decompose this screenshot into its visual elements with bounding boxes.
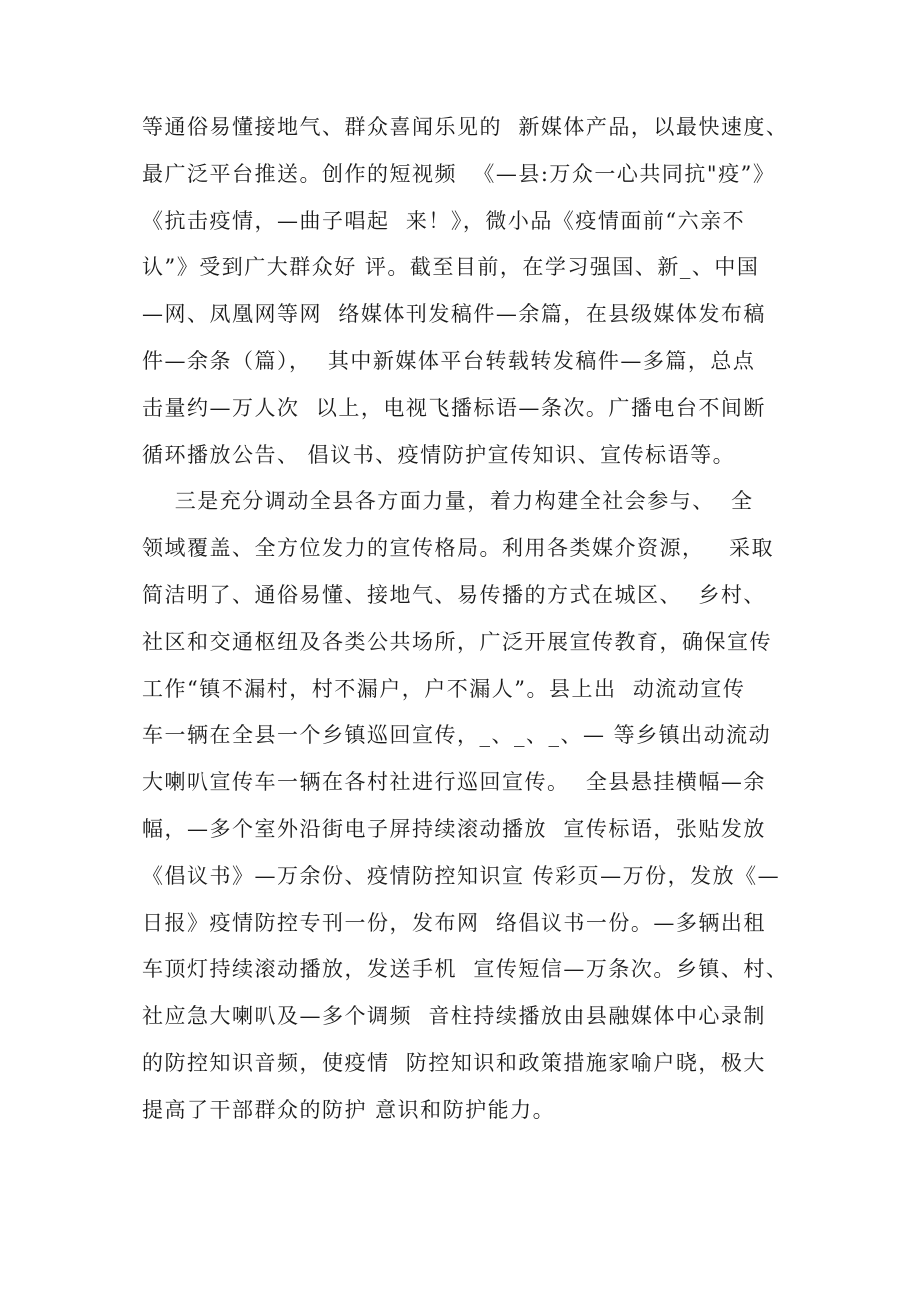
text-line: 的防控知识音频，使疫情 防控知识和政策措施家喻户晓，极大	[142, 1050, 766, 1075]
text-line: 击量约—万人次 以上，电视飞播标语—条次。广播电台不间断	[142, 395, 766, 420]
text-line: 社应急大喇叭及—多个调频 音柱持续播放由县融媒体中心录制	[142, 1004, 766, 1029]
text-line: 领域覆盖、全方位发力的宣传格局。利用各类媒介资源， 采取	[142, 536, 775, 561]
text-line: 件—余条（篇）， 其中新媒体平台转载转发稿件—多篇，总点	[142, 348, 756, 373]
text-line: 大喇叭宣传车一辆在各村社进行巡回宣传。 全县悬挂横幅—余	[142, 770, 766, 795]
text-line: 认”》受到广大群众好 评。截至目前，在学习强国、新_、中国	[142, 255, 760, 280]
text-line: 日报》疫情防控专刊一份，发布网 络倡议书一份。—多辆出租	[142, 910, 766, 935]
text-line: 《抗击疫情，—曲子唱起 来！》，微小品《疫情面前“六亲不	[142, 208, 746, 233]
body-text	[142, 104, 792, 1134]
text-line: 等通俗易懂接地气、群众喜闻乐见的 新媒体产品，以最快速度、	[142, 115, 789, 139]
paragraph-start-line: 三是充分调动全县各方面力量，着力构建全社会参与、 全	[142, 489, 754, 514]
text-line: 车顶灯持续滚动播放，发送手机 宣传短信—万条次。乡镇、村、	[142, 957, 789, 982]
text-line: 最广泛平台推送。创作的短视频 《—县:万众一心共同抗"疫”》	[142, 161, 776, 186]
text-line: 车一辆在全县一个乡镇巡回宣传，_、_、_、— 等乡镇出动流动	[142, 723, 772, 748]
text-line: 简洁明了、通俗易懂、接地气、易传播的方式在城区、 乡村、	[142, 582, 766, 607]
text-line: 社区和交通枢纽及各类公共场所，广泛开展宣传教育，确保宣传	[142, 629, 772, 654]
text-line: 循环播放公告、 倡议书、疫情防护宣传知识、宣传标语等。	[142, 442, 736, 467]
text-line: 工作“镇不漏村，村不漏户，户不漏人”。县上出 动流动宣传	[142, 676, 746, 701]
text-line: —网、凤凰网等网 络媒体刊发稿件—余篇，在县级媒体发布稿	[142, 302, 766, 327]
text-line: 《倡议书》—万余份、疫情防控知识宣 传彩页—万份，发放《—	[142, 863, 781, 888]
text-line: 提高了干部群众的防护 意识和防护能力。	[142, 1097, 556, 1122]
text-line: 幅，—多个室外沿街电子屏持续滚动播放 宣传标语，张贴发放	[142, 816, 766, 841]
